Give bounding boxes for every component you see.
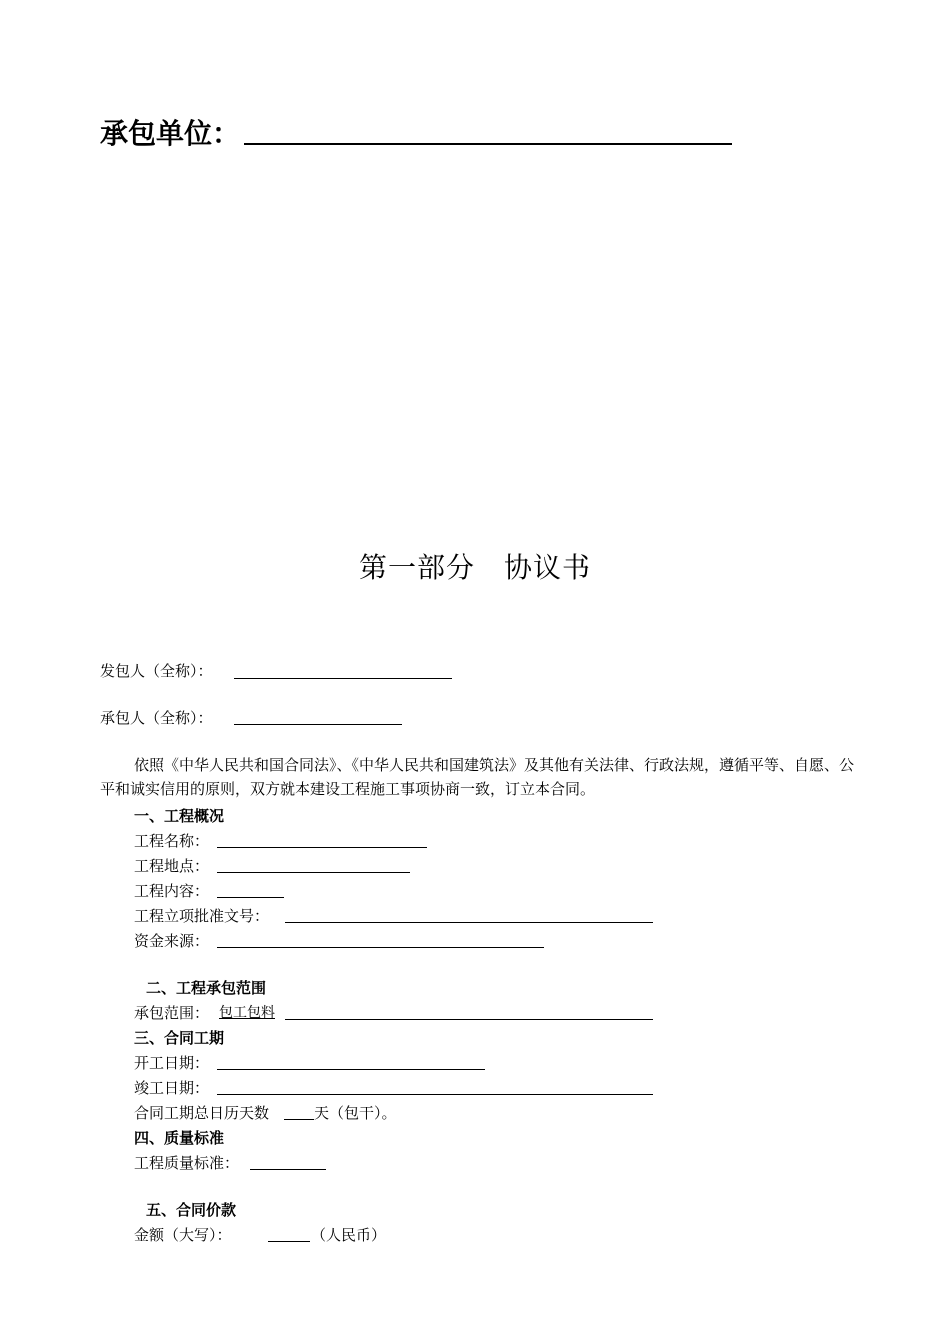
project-location-label: 工程地点： (134, 857, 210, 875)
approval-number-blank[interactable] (285, 922, 653, 923)
start-date-label: 开工日期： (134, 1054, 210, 1072)
project-name-label: 工程名称： (134, 832, 210, 850)
employer-blank[interactable] (234, 678, 452, 679)
project-location-blank[interactable] (217, 872, 410, 873)
amount-blank[interactable] (268, 1241, 310, 1242)
contractor-unit-label: 承包单位： (100, 117, 241, 150)
total-days-prefix: 合同工期总日历天数 (134, 1104, 270, 1122)
total-days-blank[interactable] (284, 1119, 314, 1120)
start-date-blank[interactable] (217, 1069, 485, 1070)
project-overview-heading: 一、工程概况 (134, 807, 225, 825)
amount-label: 金额（大写）： (134, 1226, 232, 1244)
employer-label: 发包人（全称）： (100, 662, 213, 680)
intro-paragraph: 依照《中华人民共和国合同法》、《中华人民共和国建筑法》及其他有关法律、行政法规，遵循平等、自愿、公平和诚实信用的原则，双方就本建设工程施工事项协商一致，订立本合同。 (100, 756, 855, 798)
price-heading: 五、合同价款 (146, 1201, 237, 1219)
project-content-blank[interactable] (217, 897, 284, 898)
end-date-label: 竣工日期： (134, 1079, 210, 1097)
contractor-unit-blank[interactable] (244, 143, 732, 145)
project-name-blank[interactable] (217, 847, 427, 848)
scope-label: 承包范围： (134, 1004, 210, 1022)
scope-value: 包工包料 (219, 1005, 275, 1021)
total-days-suffix: 天（包干）。 (314, 1104, 397, 1122)
contractor-label: 承包人（全称）： (100, 709, 213, 727)
funding-source-blank[interactable] (217, 947, 544, 948)
scope-blank[interactable] (285, 1019, 653, 1020)
section-title: 第一部分 协议书 (358, 551, 591, 584)
currency-suffix: （人民币） (311, 1226, 387, 1244)
approval-number-label: 工程立项批准文号： (134, 907, 270, 925)
contractor-blank[interactable] (234, 724, 402, 725)
end-date-blank[interactable] (217, 1094, 653, 1095)
quality-blank[interactable] (250, 1169, 326, 1170)
quality-label: 工程质量标准： (134, 1154, 240, 1172)
scope-heading: 二、工程承包范围 (146, 979, 267, 997)
project-content-label: 工程内容： (134, 882, 210, 900)
period-heading: 三、合同工期 (134, 1029, 225, 1047)
funding-source-label: 资金来源： (134, 932, 210, 950)
quality-heading: 四、质量标准 (134, 1129, 225, 1147)
